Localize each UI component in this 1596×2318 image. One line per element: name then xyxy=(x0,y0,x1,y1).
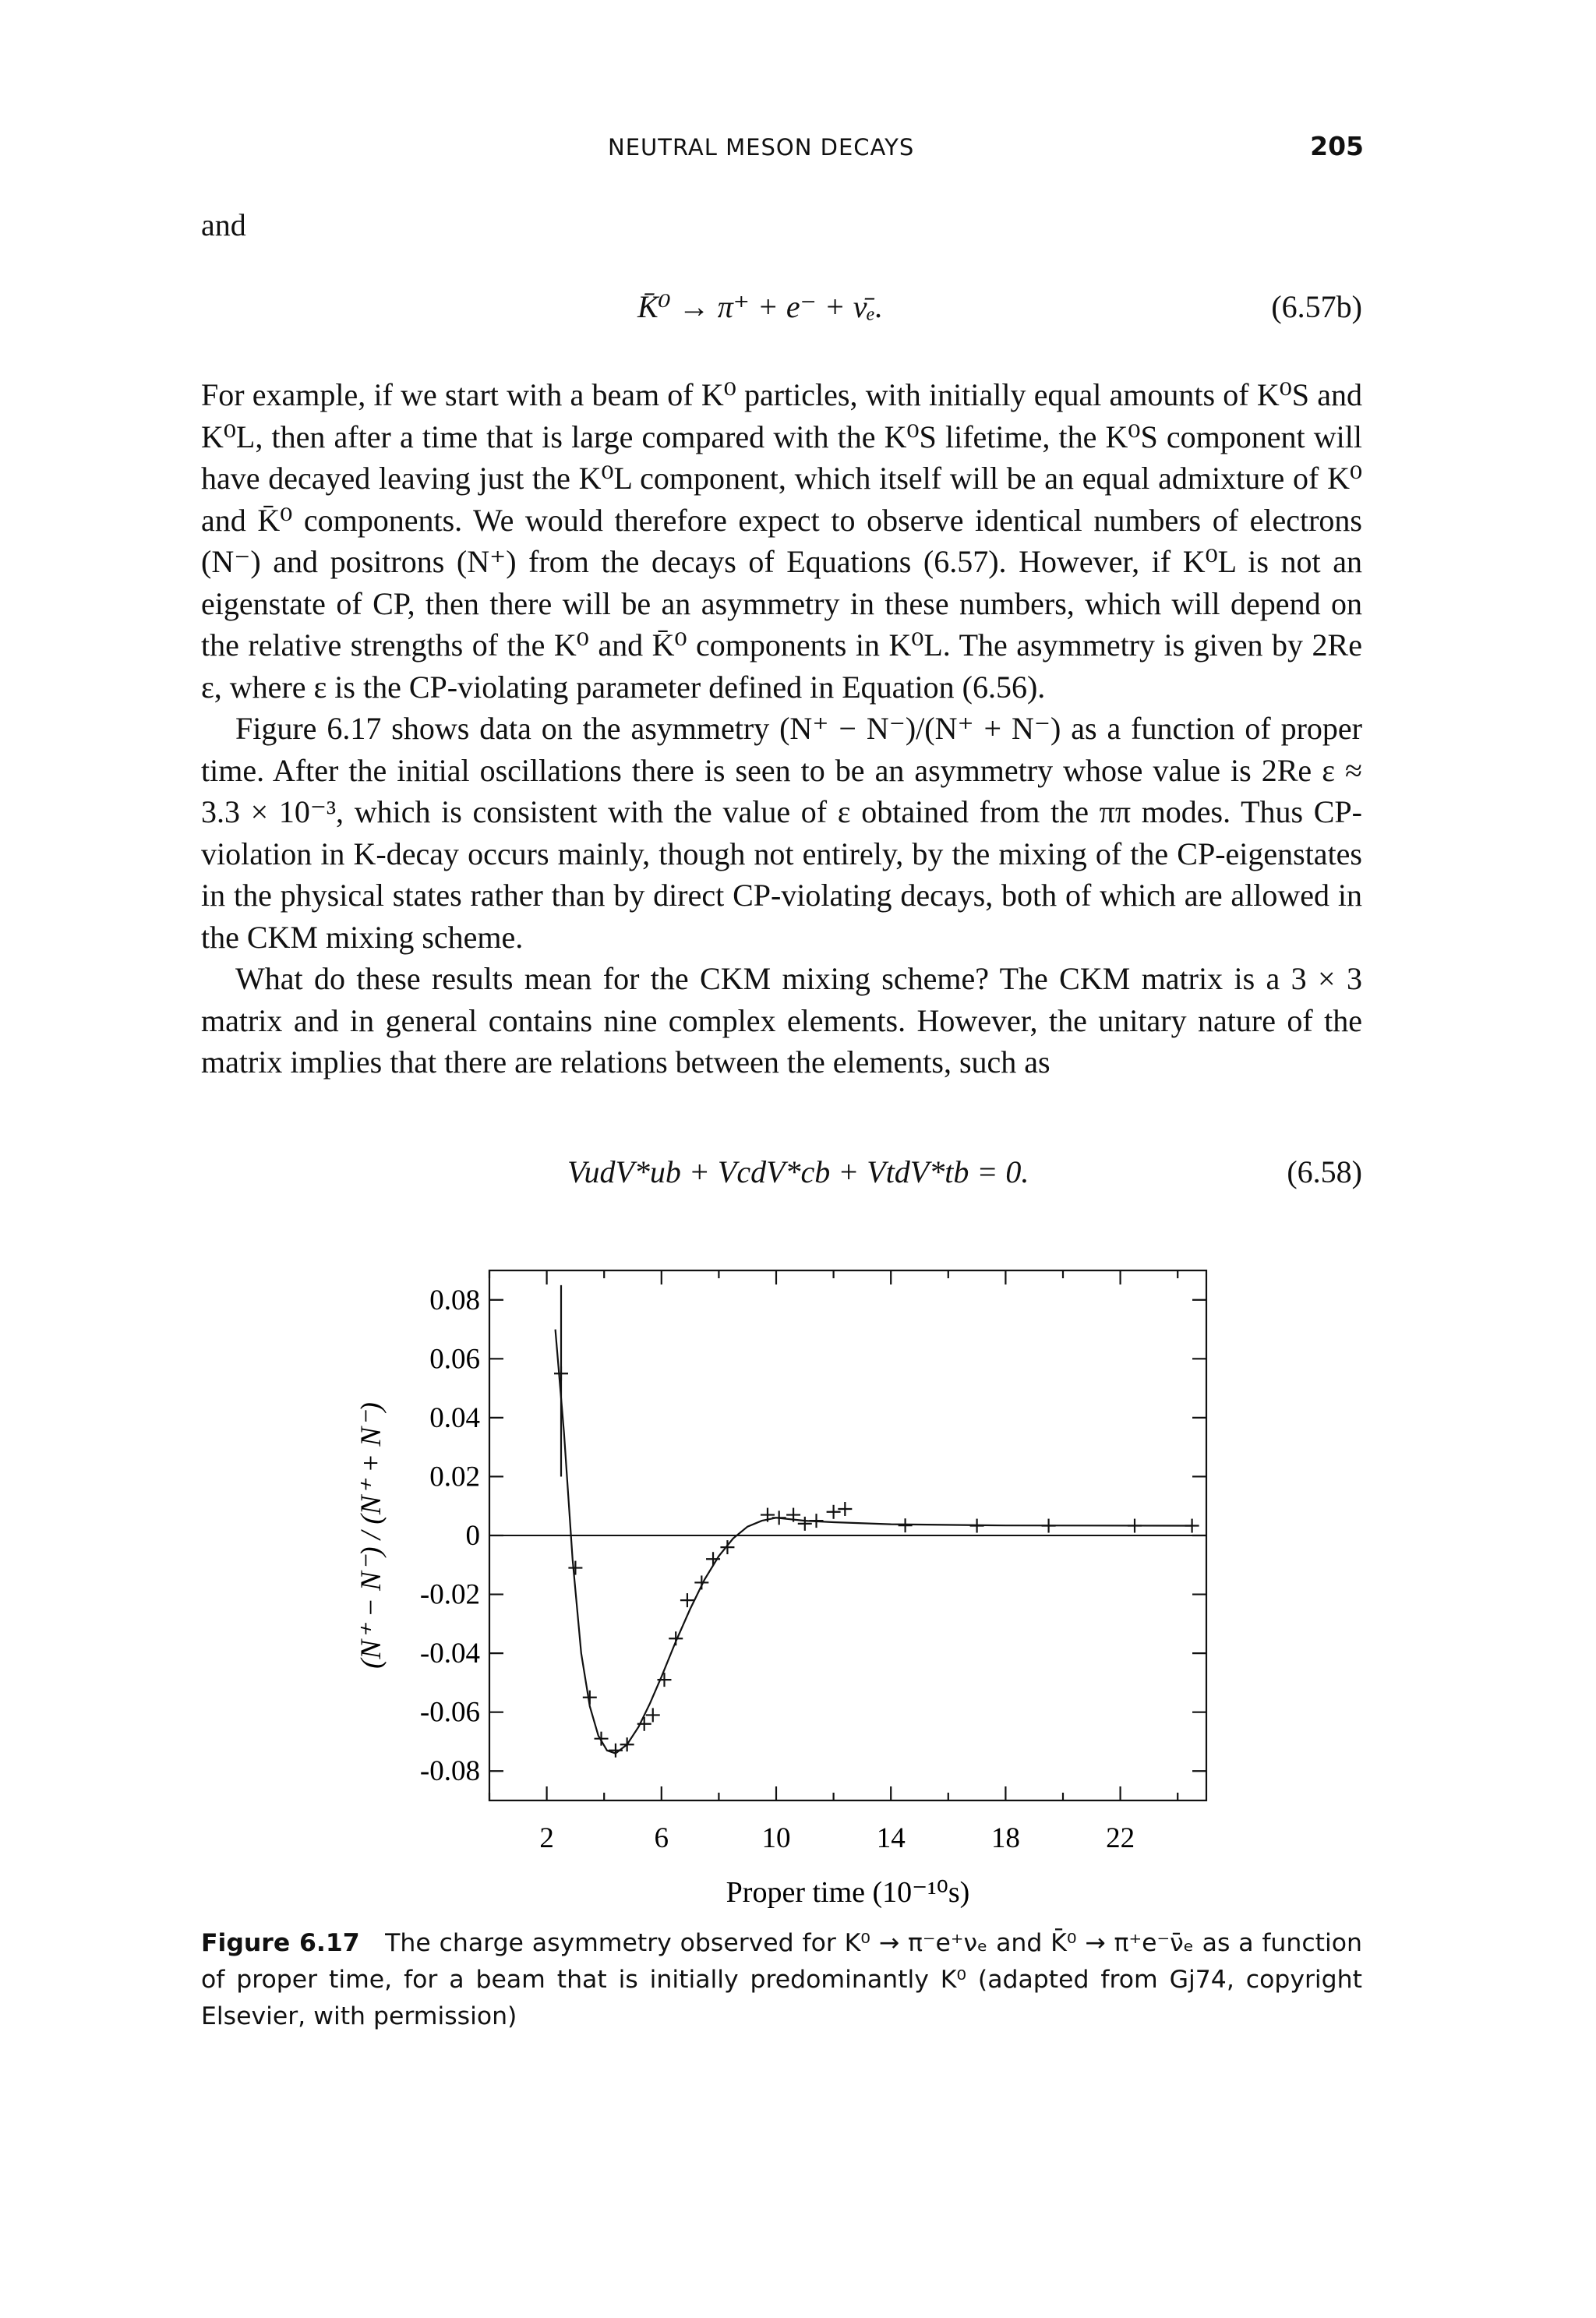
data-point xyxy=(595,1732,609,1746)
paragraph-2: Figure 6.17 shows data on the asymmetry (N⁺ − N⁻)/(N⁺ + N⁻) as a function of proper time. After the initial oscillations there is seen to be an asymmetry whose value is 2Re ε ≈ 3.3 × 10⁻³, which is consistent with the value of ε obtained from the ππ modes. Thus CP-violation in K-decay occurs mainly, though not entirely, by the mixing of the CP-eigenstates in the physical states rather than by direct CP-violating decays, both of which are allowed in the CKM mixing scheme. xyxy=(201,711,1362,955)
caption-text: The charge asymmetry observed for K⁰ → π⁻e⁺νₑ and K̄⁰ → π⁺e⁻ν̄ₑ as a function of proper time, for a beam that is initially predominantly K⁰ (adapted from Gj74, copyright Elsevier, with permission) xyxy=(201,1929,1363,2030)
data-point xyxy=(609,1744,623,1758)
y-tick-label: -0.04 xyxy=(419,1638,480,1670)
figure-6-17 xyxy=(201,1247,1362,1949)
data-point xyxy=(568,1561,582,1575)
data-point xyxy=(1128,1519,1142,1533)
equation-6-57b xyxy=(201,288,1362,335)
page-number: 205 xyxy=(1310,131,1364,161)
equation-6-58-number: (6.58) xyxy=(1287,1154,1362,1189)
x-tick-label: 22 xyxy=(1106,1822,1135,1854)
equation-6-57b-body: K̄⁰ → π⁺ + e⁻ + ν̄ₑ. xyxy=(637,289,883,324)
y-tick-label: 0 xyxy=(465,1520,480,1552)
equation-6-58 xyxy=(201,1154,1362,1200)
x-tick-label: 10 xyxy=(761,1822,791,1854)
data-point xyxy=(637,1717,651,1731)
x-tick-label: 2 xyxy=(539,1822,554,1854)
paragraph-1: For example, if we start with a beam of K⁰ particles, with initially equal amounts of K⁰S and K⁰L, then after a time that is large compared with the K⁰S lifetime, the K⁰S component will have decayed leaving just the K⁰L component, which itself will be an equal admixture of K⁰ and K̄⁰ components. We would therefore expect to observe identical numbers of electrons (N⁻) and positrons (N⁺) from the decays of Equations (6.57). However, if K⁰L is not an eigenstate of CP, then there will be an asymmetry in these numbers, which will depend on the relative strengths of the K⁰ and K̄⁰ components in K⁰L. The asymmetry is given by 2Re ε, where ε is the CP-violating parameter defined in Equation (6.56). xyxy=(201,377,1362,705)
caption-label: Figure 6.17 xyxy=(201,1929,360,1957)
fit-curve xyxy=(556,1330,1192,1754)
data-point xyxy=(1042,1519,1056,1533)
data-point xyxy=(810,1514,824,1528)
x-tick-label: 14 xyxy=(876,1822,906,1854)
figure-caption xyxy=(201,1925,1362,2035)
data-point xyxy=(620,1737,634,1751)
y-axis-label: (N⁺ − N⁻) / (N⁺ + N⁻) xyxy=(355,1402,387,1669)
y-tick-label: -0.02 xyxy=(419,1578,480,1611)
x-tick-label: 18 xyxy=(990,1822,1020,1854)
data-point xyxy=(706,1552,720,1566)
paragraph-3: What do these results mean for the CKM mixing scheme? The CKM matrix is a 3 × 3 matrix and in general contains nine complex elements. However, the unitary nature of the matrix implies that there are relations between the elements, such as xyxy=(201,961,1362,1079)
data-point xyxy=(646,1708,660,1722)
y-tick-label: 0.02 xyxy=(429,1461,480,1493)
data-point xyxy=(827,1505,841,1519)
data-point xyxy=(970,1519,984,1533)
equation-6-58-body: VudV*ub + VcdV*cb + VtdV*tb = 0. xyxy=(567,1154,1029,1189)
x-axis-label: Proper time (10⁻¹⁰s) xyxy=(726,1876,970,1909)
y-tick-label: 0.06 xyxy=(429,1343,480,1376)
data-point xyxy=(838,1502,852,1516)
data-point xyxy=(657,1673,671,1687)
y-tick-label: -0.06 xyxy=(419,1696,480,1729)
data-point xyxy=(899,1518,913,1532)
data-point xyxy=(1185,1519,1199,1533)
data-point xyxy=(772,1511,786,1525)
y-tick-label: 0.04 xyxy=(429,1401,480,1434)
main-text xyxy=(201,374,1362,1083)
y-tick-label: -0.08 xyxy=(419,1755,480,1788)
running-head: NEUTRAL MESON DECAYS xyxy=(608,134,915,161)
data-point xyxy=(669,1631,683,1645)
data-point xyxy=(583,1691,597,1705)
equation-6-57b-number: (6.57b) xyxy=(1271,289,1362,324)
and-line: and xyxy=(201,207,246,242)
y-tick-label: 0.08 xyxy=(429,1284,480,1316)
data-point xyxy=(798,1517,812,1531)
data-point xyxy=(554,1285,568,1477)
asymmetry-chart xyxy=(201,1247,1362,1917)
x-tick-label: 6 xyxy=(654,1822,669,1854)
